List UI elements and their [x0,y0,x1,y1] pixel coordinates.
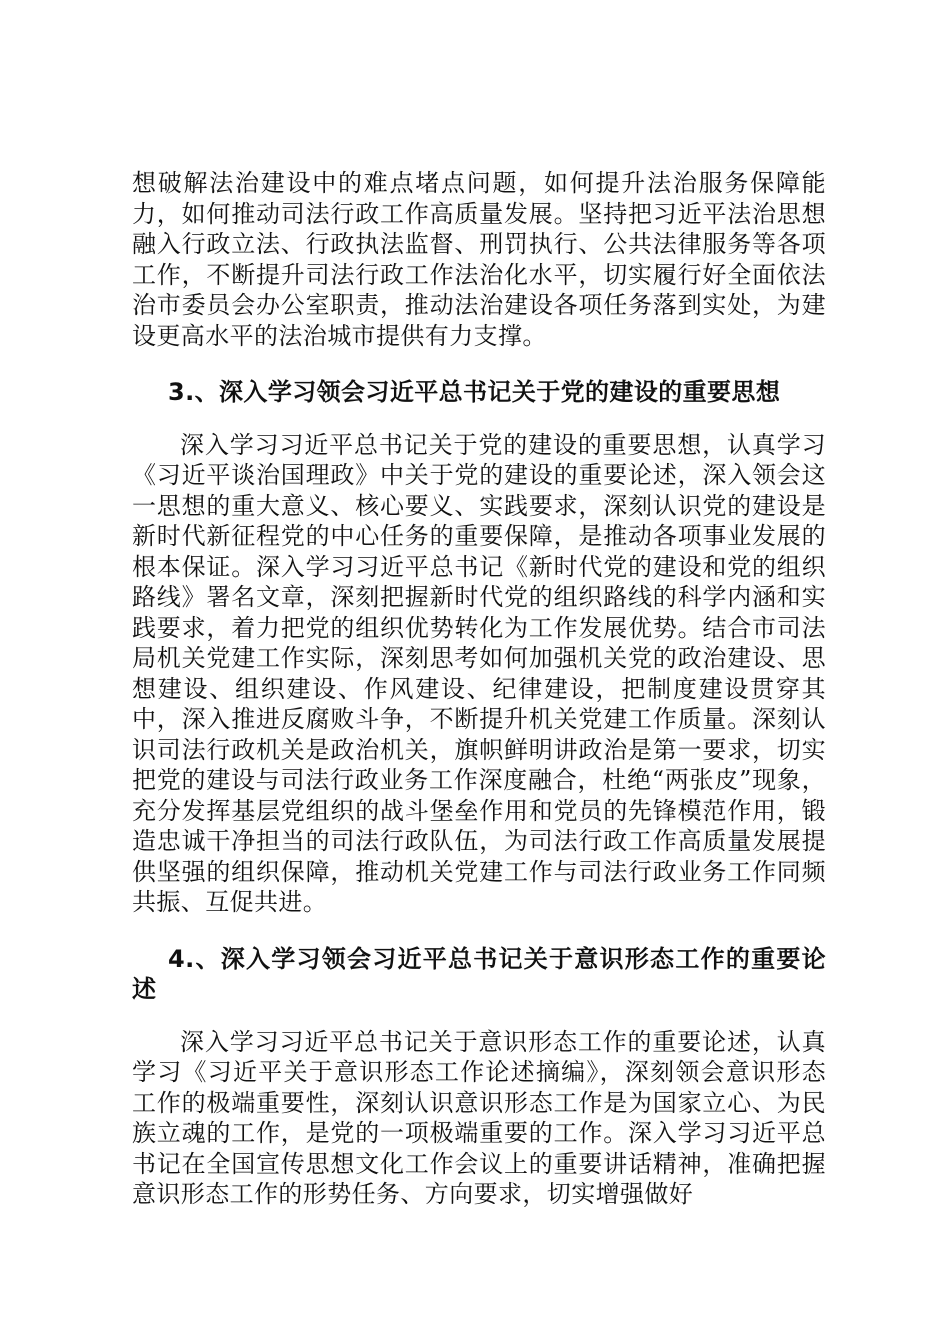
spacer [132,1005,826,1027]
spacer [132,351,826,377]
body-paragraph-continued: 想破解法治建设中的难点堵点问题，如何提升法治服务保障能力，如何推动司法行政工作高质量发展。坚持把习近平法治思想融入行政立法、行政执法监督、刑罚执行、公共法律服务等各项工作，不断提升司法行政工作法治化水平，切实履行好全面依法治市委员会办公室职责，推动法治建设各项任务落到实处，为建设更高水平的法治城市提供有力支撑。 [132,169,826,350]
section-heading-4: 4.、深入学习领会习近平总书记关于意识形态工作的重要论述 [132,944,826,1003]
document-page [132,168,826,1210]
spacer [132,918,826,944]
body-paragraph-party-building: 深入学习习近平总书记关于党的建设的重要思想，认真学习《习近平谈治国理政》中关于党的建设的重要论述，深入领会这一思想的重大意义、核心要义、实践要求，深刻认识党的建设是新时代新征程党的中心任务的重要保障，是推动各项事业发展的根本保证。深入学习习近平总书记《新时代党的建设和党的组织路线》署名文章，深刻把握新时代党的组织路线的科学内涵和实践要求，着力把党的组织优势转化为工作发展优势。结合市司法局机关党建工作实际，深刻思考如何加强机关党的政治建设、思想建设、组织建设、作风建设、纪律建设，把制度建设贯穿其中，深入推进反腐败斗争，不断提升机关党建工作质量。深刻认识司法行政机关是政治机关，旗帜鲜明讲政治是第一要求，切实把党的建设与司法行政业务工作深度融合，杜绝“两张皮”现象，充分发挥基层党组织的战斗堡垒作用和党员的先锋模范作用，锻造忠诚干净担当的司法行政队伍，为司法行政工作高质量发展提供坚强的组织保障，推动机关党建工作与司法行政业务工作同频共振、互促共进。 [132,430,826,916]
spacer [132,408,826,430]
body-paragraph-ideology: 深入学习习近平总书记关于意识形态工作的重要论述，认真学习《习近平关于意识形态工作论述摘编》，深刻领会意识形态工作的极端重要性，深刻认识意识形态工作是为国家立心、为民族立魂的工作，是党的一项极端重要的工作。深入学习习近平总书记在全国宣传思想文化工作会议上的重要讲话精神，准确把握意识形态工作的形势任务、方向要求，切实增强做好 [132,1027,826,1208]
section-heading-3: 3.、深入学习领会习近平总书记关于党的建设的重要思想 [168,378,781,406]
